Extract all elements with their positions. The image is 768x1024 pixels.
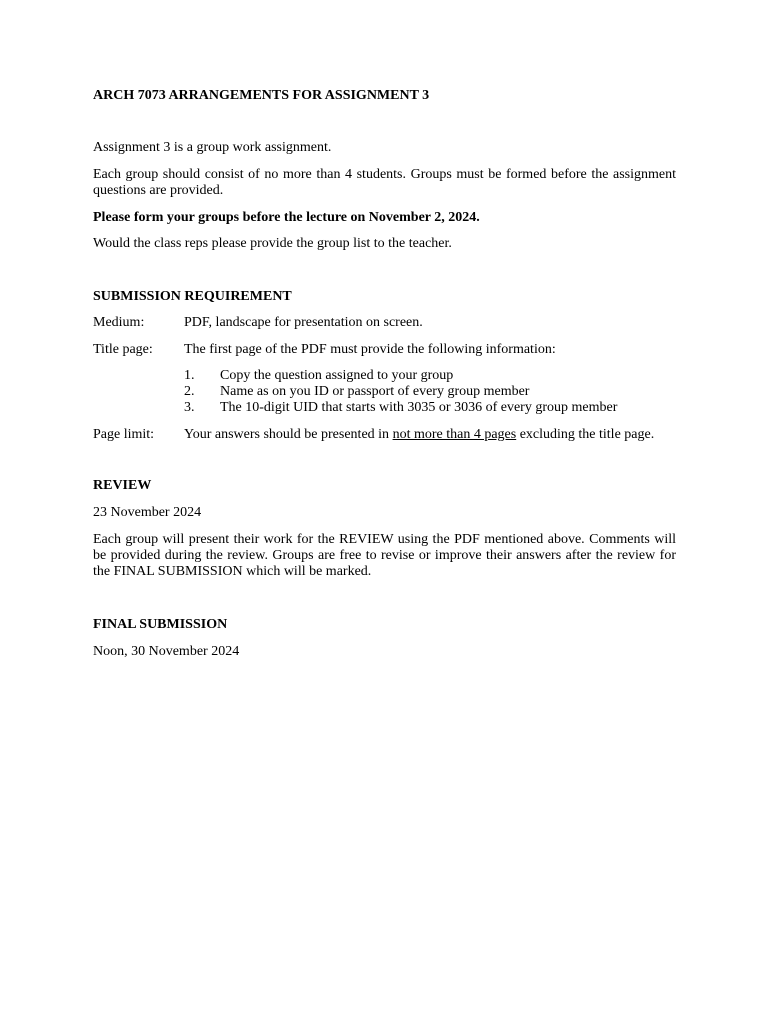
review-text: Each group will present their work for the REVIEW using the PDF mentioned above. Comments will be provided during the review. Groups are free to revise or improve their answers after the review for the FINAL SUBMISSION which will be marked. (93, 532, 676, 579)
intro-line-2: Each group should consist of no more than 4 students. Groups must be formed before the assignment questions are provided. (93, 167, 676, 198)
list-item: Copy the question assigned to your group (220, 368, 454, 383)
document-title: ARCH 7073 ARRANGEMENTS FOR ASSIGNMENT 3 (93, 88, 430, 103)
list-item: The 10-digit UID that starts with 3035 or 3036 of every group member (220, 400, 618, 415)
list-item-number: 2. (184, 384, 195, 399)
final-date: Noon, 30 November 2024 (93, 644, 240, 659)
title-page-label: Title page: (93, 342, 153, 357)
page-limit-text-after: excluding the title page. (516, 427, 655, 442)
page-limit-underlined: not more than 4 pages (392, 427, 517, 442)
intro-line-bold: Please form your groups before the lecture on November 2, 2024. (93, 210, 480, 225)
review-heading: REVIEW (93, 478, 152, 493)
page-limit-label: Page limit: (93, 427, 155, 442)
list-item-number: 1. (184, 368, 195, 383)
review-date: 23 November 2024 (93, 505, 202, 520)
title-page-value: The first page of the PDF must provide the following information: (184, 342, 556, 357)
final-heading: FINAL SUBMISSION (93, 617, 228, 632)
intro-line-1: Assignment 3 is a group work assignment. (93, 140, 332, 155)
medium-label: Medium: (93, 315, 145, 330)
medium-value: PDF, landscape for presentation on screen. (184, 315, 423, 330)
submission-heading: SUBMISSION REQUIREMENT (93, 289, 292, 304)
list-item: Name as on you ID or passport of every group member (220, 384, 530, 399)
intro-line-4: Would the class reps please provide the group list to the teacher. (93, 236, 452, 251)
list-item-number: 3. (184, 400, 195, 415)
page-limit-text-before: Your answers should be presented in (184, 427, 393, 442)
page-limit-value (184, 427, 654, 443)
